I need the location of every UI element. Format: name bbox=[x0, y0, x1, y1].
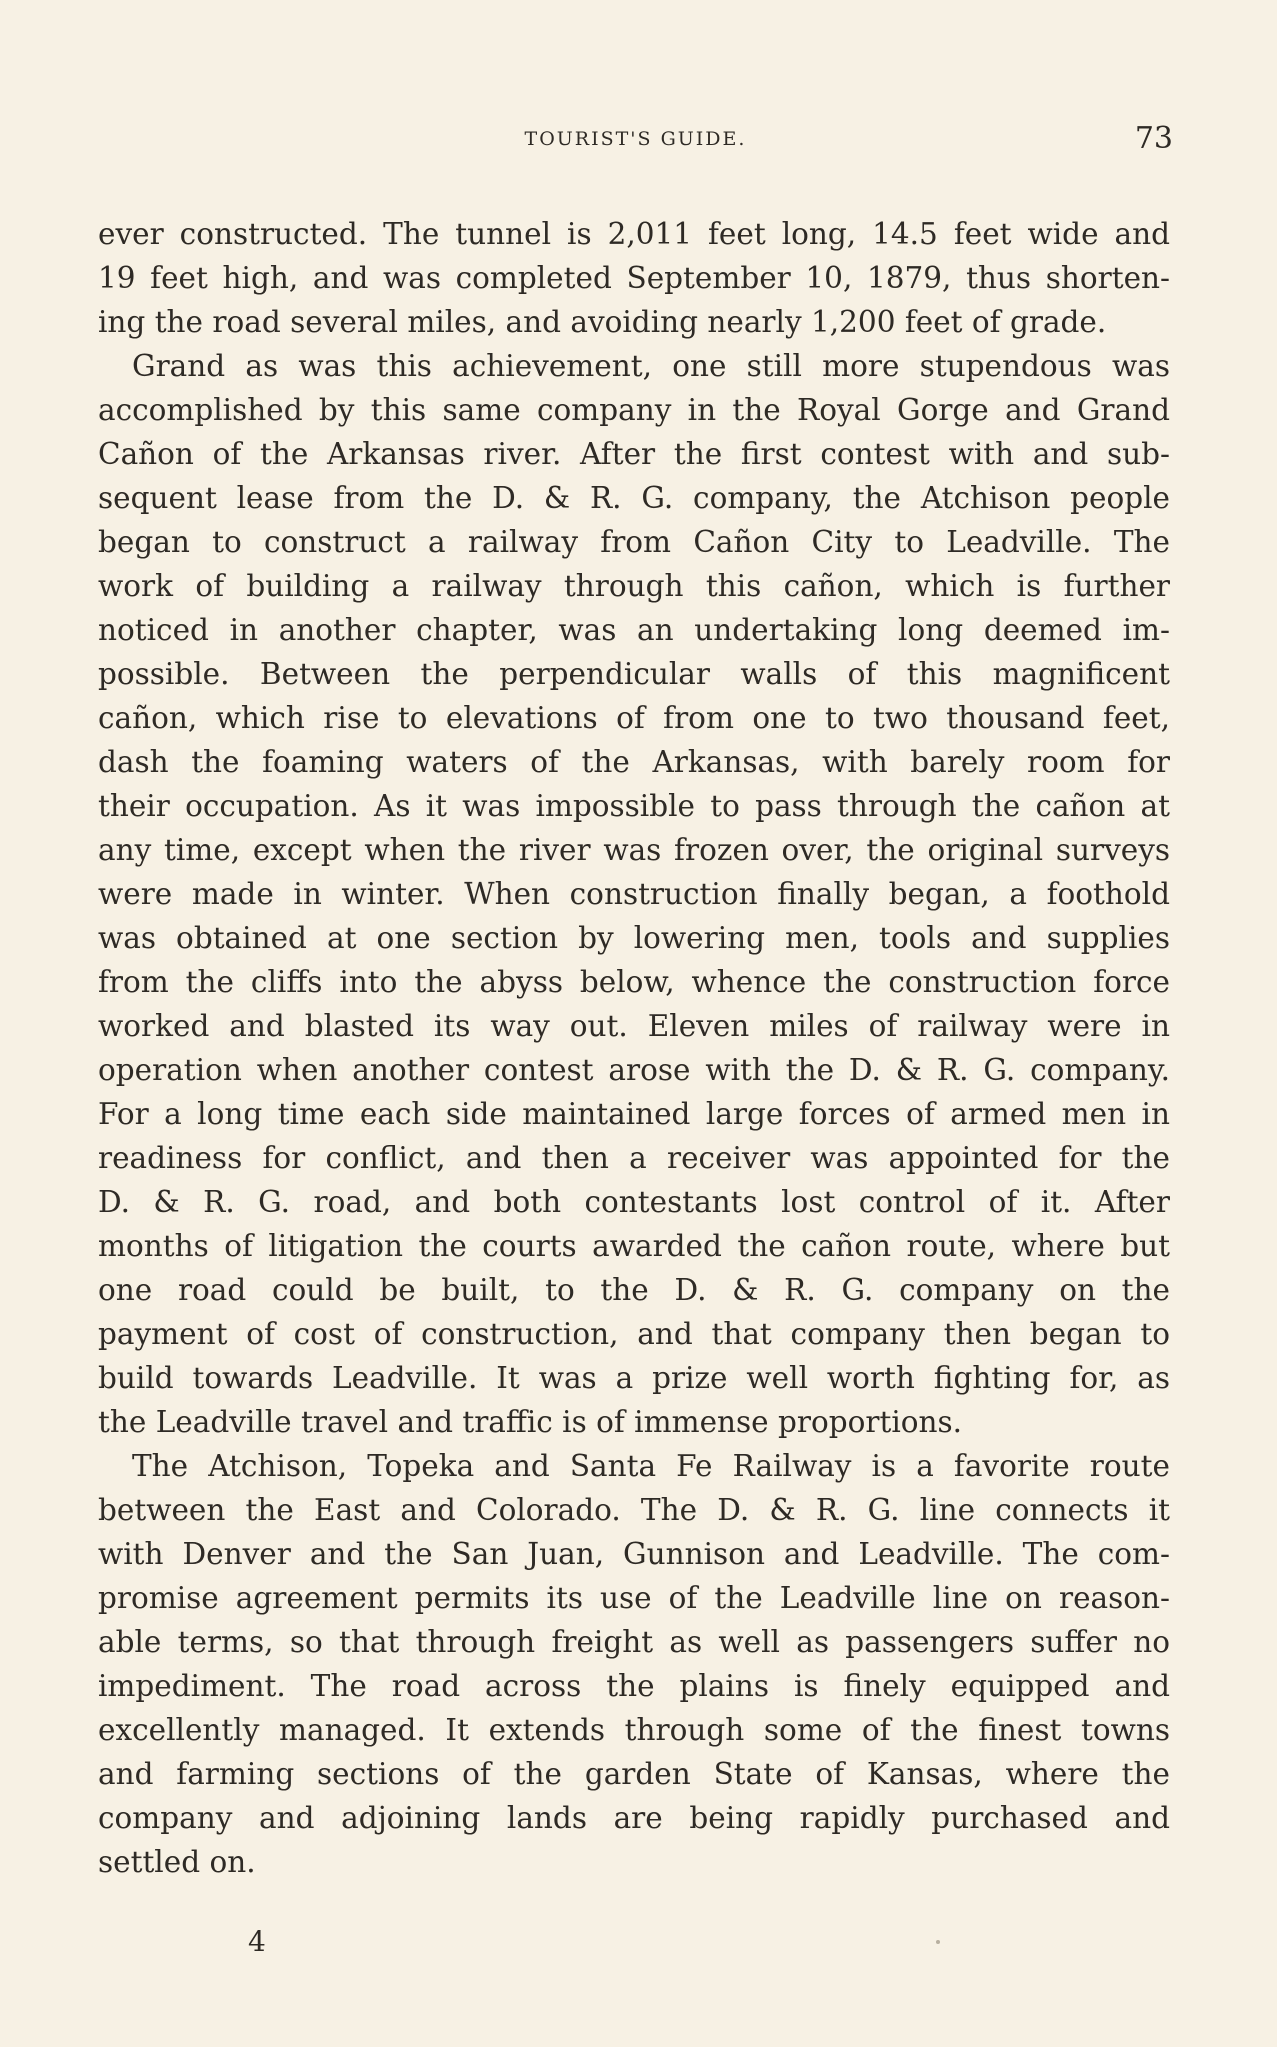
text-line: was obtained at one section by lowering men, tools and supplies bbox=[98, 921, 1170, 955]
text-line: able terms, so that through freight as well as passengers suffer no bbox=[98, 1625, 1170, 1659]
text-line: Cañon of the Arkansas river. After the first contest with and sub- bbox=[98, 437, 1170, 471]
text-line: The Atchison, Topeka and Santa Fe Railway is a favorite route bbox=[132, 1449, 1170, 1483]
text-line: impediment. The road across the plains is finely equipped and bbox=[98, 1669, 1170, 1703]
text-line: settled on. bbox=[98, 1845, 256, 1879]
text-line: and farming sections of the garden State of Kansas, where the bbox=[98, 1757, 1170, 1791]
text-line: one road could be built, to the D. & R. G. company on the bbox=[98, 1273, 1170, 1307]
page-number: 73 bbox=[1134, 121, 1173, 156]
text-line: ever constructed. The tunnel is 2,011 feet long, 14.5 feet wide and bbox=[98, 217, 1170, 251]
text-line: company and adjoining lands are being rapidly purchased and bbox=[98, 1801, 1170, 1835]
text-line: payment of cost of construction, and that company then began to bbox=[98, 1317, 1170, 1351]
text-line: excellently managed. It extends through some of the finest towns bbox=[98, 1713, 1170, 1747]
text-line: any time, except when the river was frozen over, the original surveys bbox=[98, 833, 1170, 867]
signature-mark: 4 bbox=[248, 1925, 266, 1958]
text-line: dash the foaming waters of the Arkansas, with barely room for bbox=[98, 745, 1170, 779]
text-line: accomplished by this same company in the Royal Gorge and Grand bbox=[98, 393, 1170, 427]
text-line: noticed in another chapter, was an undertaking long deemed im- bbox=[98, 613, 1170, 647]
text-line: were made in winter. When construction finally began, a foothold bbox=[98, 877, 1170, 911]
text-line: 19 feet high, and was completed September 10, 1879, thus shorten- bbox=[98, 261, 1170, 295]
text-line: possible. Between the perpendicular walls of this magnificent bbox=[98, 657, 1170, 691]
text-line: worked and blasted its way out. Eleven miles of railway were in bbox=[98, 1009, 1170, 1043]
text-line: work of building a railway through this cañon, which is further bbox=[98, 569, 1170, 603]
text-line: readiness for conflict, and then a receiver was appointed for the bbox=[98, 1141, 1170, 1175]
text-line: promise agreement permits its use of the Leadville line on reason- bbox=[98, 1581, 1170, 1615]
text-line: operation when another contest arose with the D. & R. G. company. bbox=[98, 1053, 1170, 1087]
text-line: sequent lease from the D. & R. G. company, the Atchison people bbox=[98, 481, 1170, 515]
running-head-title: TOURIST'S GUIDE. bbox=[524, 128, 747, 150]
text-line: their occupation. As it was impossible to pass through the cañon at bbox=[98, 789, 1170, 823]
text-line: For a long time each side maintained large forces of armed men in bbox=[98, 1097, 1170, 1131]
text-line: from the cliffs into the abyss below, whence the construction force bbox=[98, 965, 1170, 999]
text-line: months of litigation the courts awarded the cañon route, where but bbox=[98, 1229, 1170, 1263]
text-line: ing the road several miles, and avoiding nearly 1,200 feet of grade. bbox=[98, 305, 1107, 339]
body-text bbox=[98, 212, 1170, 1884]
text-line: cañon, which rise to elevations of from one to two thousand feet, bbox=[98, 701, 1170, 735]
text-line: the Leadville travel and traffic is of immense proportions. bbox=[98, 1405, 963, 1439]
running-header bbox=[98, 118, 1173, 158]
text-line: D. & R. G. road, and both contestants lost control of it. After bbox=[98, 1185, 1170, 1219]
text-line: build towards Leadville. It was a prize well worth fighting for, as bbox=[98, 1361, 1170, 1395]
paper-speck bbox=[936, 1940, 940, 1944]
text-line: between the East and Colorado. The D. & R. G. line connects it bbox=[98, 1493, 1170, 1527]
text-line: with Denver and the San Juan, Gunnison and Leadville. The com- bbox=[98, 1537, 1170, 1571]
text-line: began to construct a railway from Cañon City to Leadville. The bbox=[98, 525, 1170, 559]
text-line: Grand as was this achievement, one still more stupendous was bbox=[132, 349, 1170, 383]
